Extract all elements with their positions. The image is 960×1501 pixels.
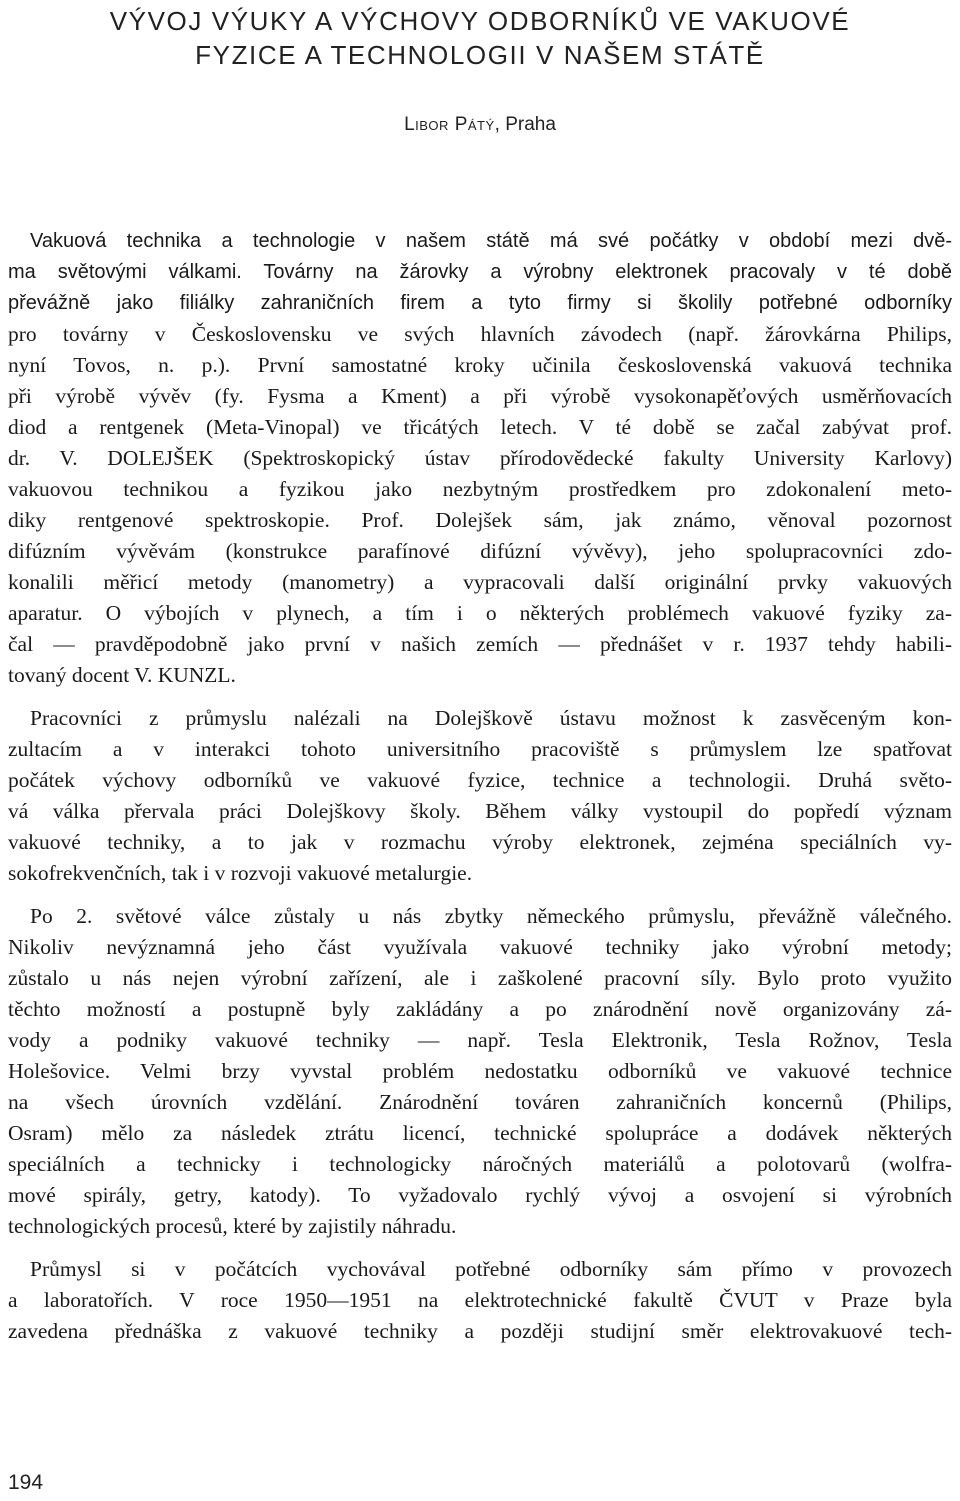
text-line: zavedena přednáška z vakuové techniky a později studijní směr elektrovakuové tech- (8, 1319, 952, 1343)
text-line: Nikoliv nevýznamná jeho část využívala vakuové techniky jako výrobní metody; (8, 935, 952, 959)
text-line: aparatur. O výbojích v plynech, a tím i o některých problémech vakuové fyziky za- (8, 601, 952, 625)
text-line: na všech úrovních vzdělání. Znárodnění továren zahraničních koncernů (Philips, (8, 1090, 952, 1114)
text-line: sokofrekvenčních, tak i v rozvoji vakuové metalurgie. (8, 861, 473, 885)
text-line: diod a rentgenek (Meta-Vinopal) ve třicátých letech. V té době se začal zabývat prof. (8, 415, 952, 439)
text-line: a laboratořích. V roce 1950—1951 na elektrotechnické fakultě ČVUT v Praze byla (8, 1288, 952, 1312)
page-number: 194 (8, 1471, 44, 1494)
author-name: Libor Pátý (404, 114, 495, 135)
text-line: vá válka přervala práci Dolejškovy školy. Během války vystoupil do popředí význam (8, 799, 952, 823)
text-line: mové spirály, getry, katody). To vyžadovalo rychlý vývoj a osvojení si výrobních (8, 1183, 952, 1207)
article-body (8, 226, 952, 1347)
paragraph (8, 226, 952, 691)
text-line: zůstalo u nás nejen výrobní zařízení, ale i zaškolené pracovní síly. Bylo proto využito (8, 966, 952, 990)
paragraph-gap (8, 1242, 952, 1254)
text-line: tovaný docent V. KUNZL. (8, 663, 236, 687)
text-line: zultacím a v interakci tohoto universitního pracoviště s průmyslem lze spatřovat (8, 737, 952, 761)
text-line: vakuové techniky, a to jak v rozmachu výroby elektronek, zejména speciálních vy- (8, 830, 952, 854)
text-line: difúzním vývěvám (konstrukce parafínové difúzní vývěvy), jeho spolupracovníci zdo- (8, 539, 952, 563)
text-line: při výrobě vývěv (fy. Fysma a Kment) a při výrobě vysokonapěťových usměrňovacích (8, 384, 952, 408)
text-line: Po 2. světové válce zůstaly u nás zbytky německého průmyslu, převážně válečného. (30, 904, 952, 928)
text-line: dr. V. DOLEJŠEK (Spektroskopický ústav přírodovědecké fakulty University Karlovy) (8, 446, 952, 470)
paragraph-gap (8, 691, 952, 703)
author-byline (0, 112, 960, 138)
paragraph (8, 1254, 952, 1347)
title-line-2: FYZICE A TECHNOLOGII V NAŠEM STÁTĚ (195, 40, 765, 70)
text-line: těchto možností a postupně byly zakládány a po znárodnění nově organizovány zá- (8, 997, 952, 1021)
text-line: diky rentgenové spektroskopie. Prof. Dolejšek sám, jak známo, věnoval pozornost (8, 508, 952, 532)
text-line: Průmysl si v počátcích vychovával potřebné odborníky sám přímo v provozech (30, 1257, 952, 1281)
text-line: Osram) mělo za následek ztrátu licencí, technické spolupráce a dodávek některých (8, 1121, 952, 1145)
text-line: ma světovými válkami. Továrny na žárovky a výrobny elektronek pracovaly v té době (8, 261, 952, 283)
text-line: Holešovice. Velmi brzy vyvstal problém nedostatku odborníků ve vakuové technice (8, 1059, 952, 1083)
text-line: konalili měřicí metody (manometry) a vypracovali další originální prvky vakuových (8, 570, 952, 594)
paragraph (8, 703, 952, 889)
text-line: čal — pravděpodobně jako první v našich zemích — přednášet v r. 1937 tehdy habili- (8, 632, 952, 656)
text-line: převážně jako filiálky zahraničních firem a tyto firmy si školily potřebné odborníky (8, 292, 952, 314)
text-line: vakuovou technikou a fyzikou jako nezbytným prostředkem pro zdokonalení meto- (8, 477, 952, 501)
title-line-1: VÝVOJ VÝUKY A VÝCHOVY ODBORNÍKŮ VE VAKUOVÉ (109, 6, 851, 36)
author-city: , Praha (494, 114, 556, 135)
paragraph (8, 901, 952, 1242)
text-line: speciálních a technicky i technologicky náročných materiálů a polotovarů (wolfra- (8, 1152, 952, 1176)
paragraph-gap (8, 889, 952, 901)
article-title (0, 4, 960, 72)
text-line: nyní Tovos, n. p.). První samostatné kroky učinila československá vakuová technika (8, 353, 952, 377)
text-line: počátek výchovy odborníků ve vakuové fyzice, technice a technologii. Druhá světo- (8, 768, 952, 792)
text-line: technologických procesů, které by zajistily náhradu. (8, 1214, 457, 1238)
text-line: Pracovníci z průmyslu nalézali na Dolejškově ústavu možnost k zasvěceným kon- (30, 706, 952, 730)
text-line: Vakuová technika a technologie v našem státě má své počátky v období mezi dvě- (30, 230, 952, 252)
text-line: pro továrny v Československu ve svých hlavních závodech (např. žárovkárna Philips, (8, 322, 952, 346)
text-line: vody a podniky vakuové techniky — např. Tesla Elektronik, Tesla Rožnov, Tesla (8, 1028, 952, 1052)
